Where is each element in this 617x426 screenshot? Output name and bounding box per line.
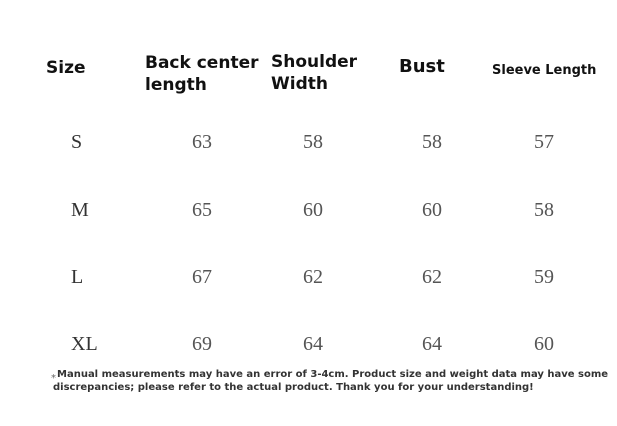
table-row-size: L — [71, 266, 84, 288]
table-cell-bust: 64 — [422, 333, 442, 355]
table-cell-shoulder: 64 — [303, 333, 323, 355]
footnote-text-line1: Manual measurements may have an error of 3-4cm. Product size and weight data may have some — [57, 369, 609, 380]
table-row-size: XL — [71, 333, 98, 355]
table-cell-sleeve: 59 — [534, 266, 554, 288]
footnote-line1 — [51, 368, 611, 384]
header-back-center-length — [145, 52, 258, 96]
header-back-center-line2: length — [145, 75, 207, 95]
table-cell-shoulder: 58 — [303, 131, 323, 153]
header-bust: Bust — [399, 56, 445, 77]
table-cell-back: 65 — [192, 199, 212, 221]
table-cell-bust: 58 — [422, 131, 442, 153]
header-shoulder-width — [271, 51, 357, 95]
table-cell-sleeve: 58 — [534, 199, 554, 221]
table-cell-sleeve: 57 — [534, 131, 554, 153]
table-cell-back: 67 — [192, 266, 212, 288]
table-cell-back: 69 — [192, 333, 212, 355]
table-row-size: M — [71, 199, 89, 221]
header-shoulder-line1: Shoulder — [271, 52, 358, 72]
header-size: Size — [46, 58, 86, 78]
footnote-text-line2: discrepancies; please refer to the actual product. Thank you for your understanding! — [53, 382, 534, 393]
table-cell-sleeve: 60 — [534, 333, 554, 355]
measurement-footnote — [51, 368, 611, 394]
table-cell-bust: 60 — [422, 199, 442, 221]
header-shoulder-line2: Width — [271, 74, 328, 94]
table-cell-shoulder: 60 — [303, 199, 323, 221]
table-cell-bust: 62 — [422, 266, 442, 288]
header-back-center-line1: Back center — [145, 53, 259, 73]
header-sleeve-length: Sleeve Length — [492, 63, 597, 78]
table-cell-back: 63 — [192, 131, 212, 153]
table-cell-shoulder: 62 — [303, 266, 323, 288]
table-row-size: S — [71, 131, 83, 153]
footnote-marker: * — [51, 373, 56, 384]
